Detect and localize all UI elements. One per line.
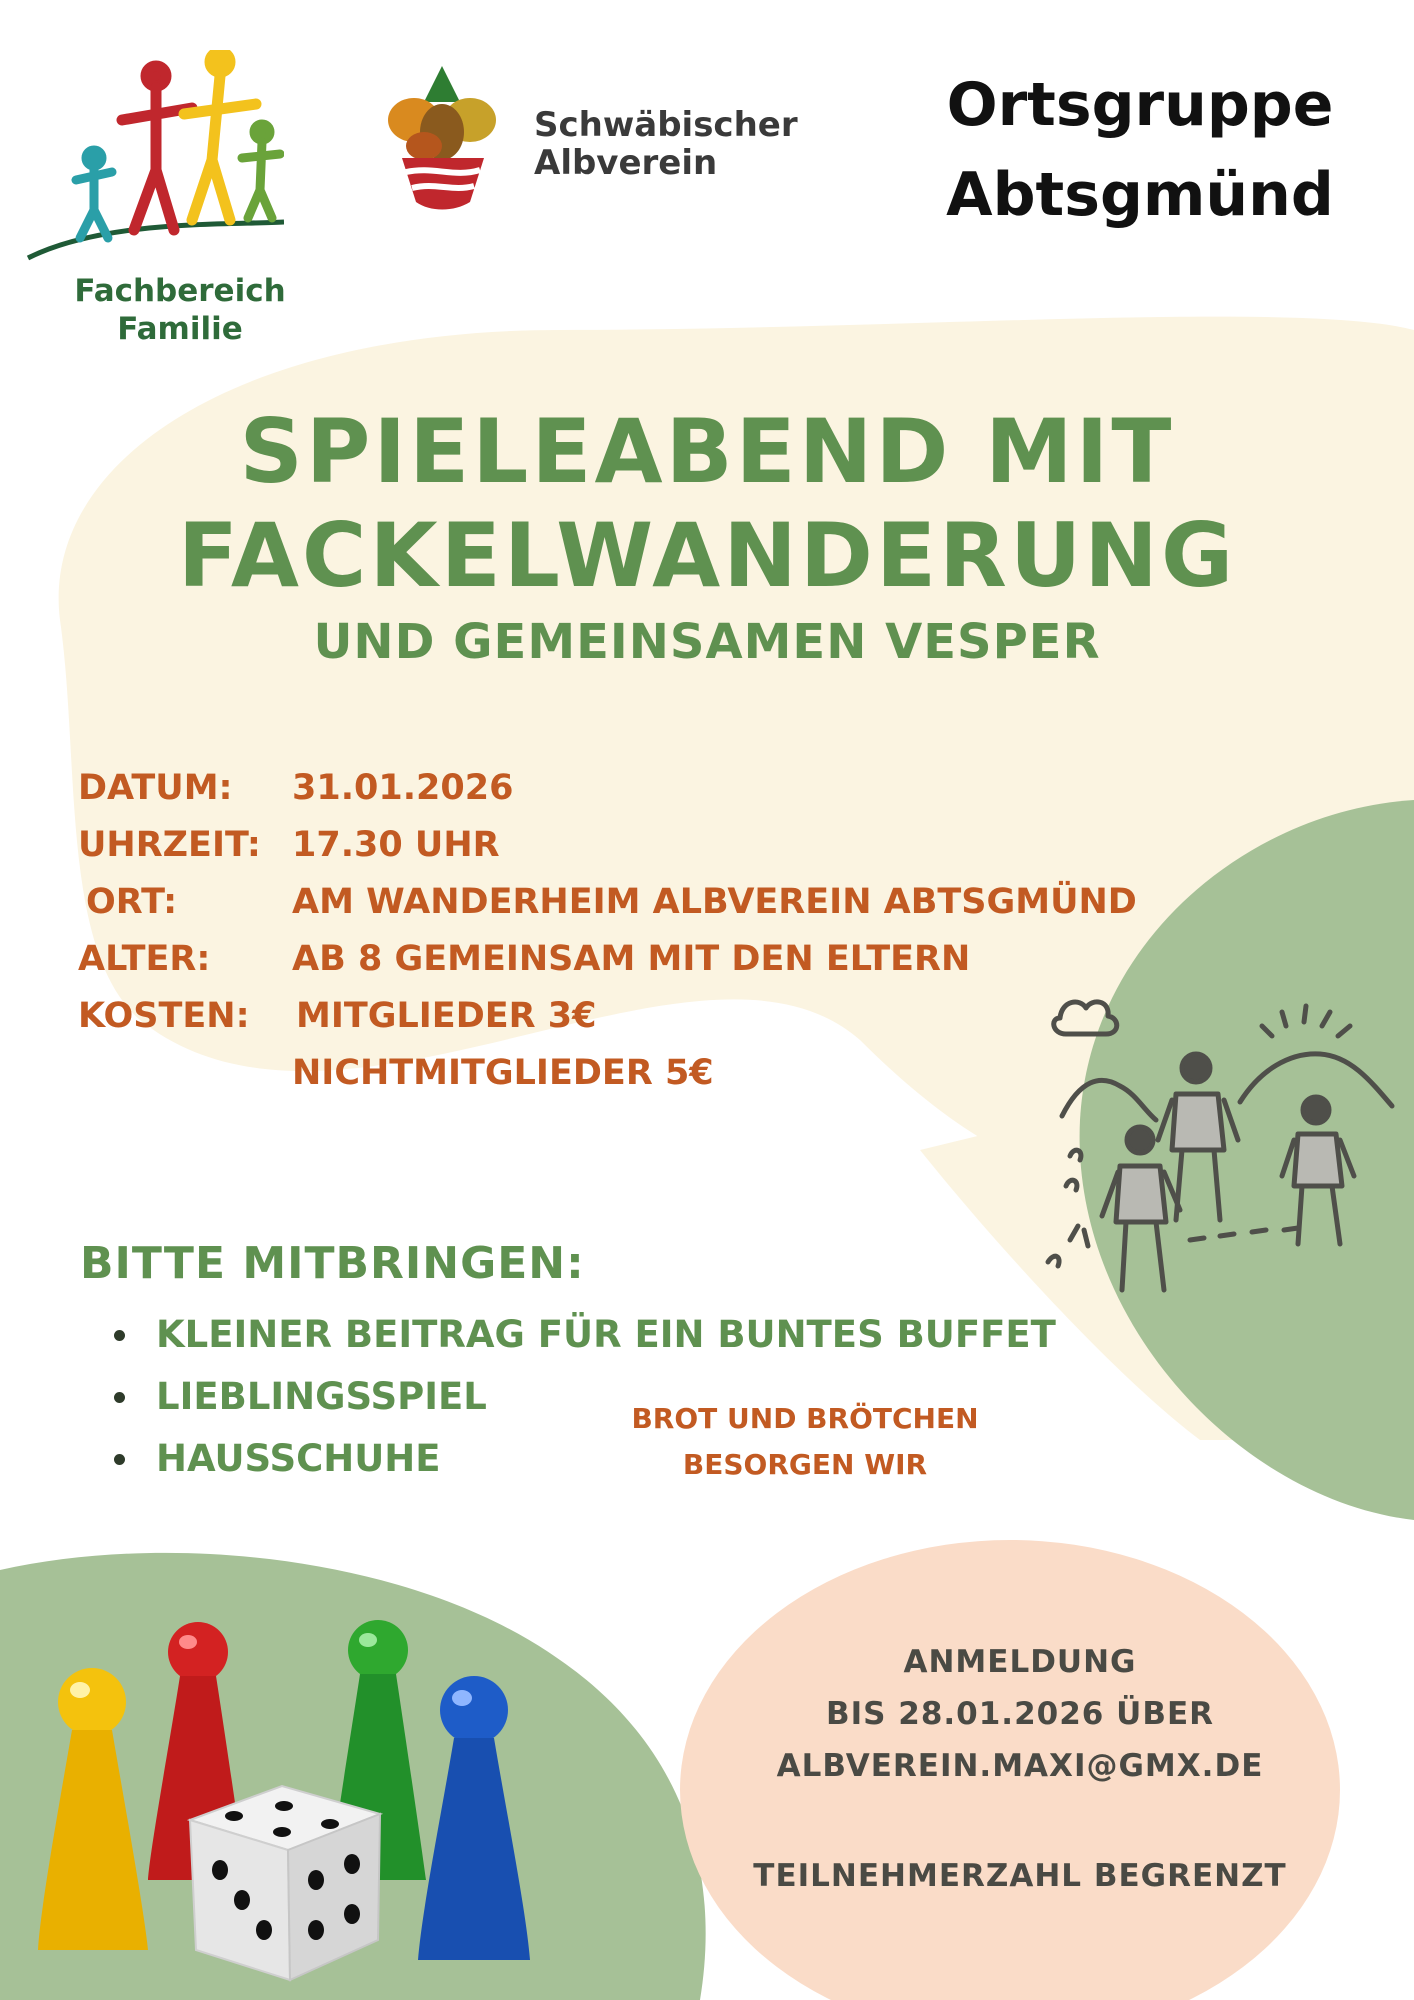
detail-label: UHRZEIT: [78, 825, 261, 865]
list-item: LIEBLINGSSPIEL [110, 1366, 1056, 1428]
registration-line: BIS 28.01.2026 ÜBER [825, 1696, 1215, 1732]
people-logo-icon [24, 50, 284, 270]
registration-line: ANMELDUNG [903, 1644, 1137, 1680]
detail-label: DATUM: [78, 768, 233, 808]
list-item: KLEINER BEITRAG FÜR EIN BUNTES BUFFET [110, 1304, 1056, 1366]
list-item: HAUSSCHUHE [110, 1428, 1056, 1490]
bullet-icon [114, 1330, 125, 1341]
event-title-line1: SPIELEABEND MIT [239, 400, 1175, 503]
blue-piece [418, 1676, 530, 1960]
detail-label: ALTER: [78, 939, 211, 979]
registration-email: ALBVEREIN.MAXI@GMX.DE [776, 1748, 1264, 1784]
participant-limit: TEILNEHMERZAHL BEGRENZT [753, 1858, 1287, 1894]
detail-value: 31.01.2026 [292, 768, 514, 808]
hikers-illustration-icon [1040, 990, 1410, 1320]
detail-value: 17.30 UHR [292, 825, 500, 865]
yellow-piece [38, 1668, 148, 1950]
event-subtitle: UND GEMEINSAMEN VESPER [313, 614, 1101, 670]
board-game-pieces-icon [20, 1610, 540, 1990]
bullet-icon [114, 1454, 125, 1465]
event-title [80, 400, 1334, 608]
albverein-crest-icon [384, 62, 502, 212]
detail-value: MITGLIEDER 3€ [296, 996, 597, 1036]
fachbereich-familie-label: Fachbereich Familie [74, 273, 286, 347]
ortsgruppe-title: Ortsgruppe Abtsgmünd [946, 70, 1334, 230]
bullet-icon [114, 1392, 125, 1403]
registration-info [710, 1636, 1330, 1792]
event-title-line2: FACKELWANDERUNG [177, 504, 1237, 607]
detail-value: NICHTMITGLIEDER 5€ [292, 1053, 714, 1093]
detail-label: ORT: [86, 882, 178, 922]
detail-value: AM WANDERHEIM ALBVEREIN ABTSGMÜND [292, 882, 1137, 922]
detail-label: KOSTEN: [78, 996, 250, 1036]
albverein-name: Schwäbischer Albverein [534, 105, 798, 183]
dice-icon [190, 1786, 380, 1980]
bring-heading: BITTE MITBRINGEN: [80, 1238, 585, 1289]
detail-value: AB 8 GEMEINSAM MIT DEN ELTERN [292, 939, 971, 979]
bread-note: BROT UND BRÖTCHEN BESORGEN WIR [631, 1402, 979, 1481]
